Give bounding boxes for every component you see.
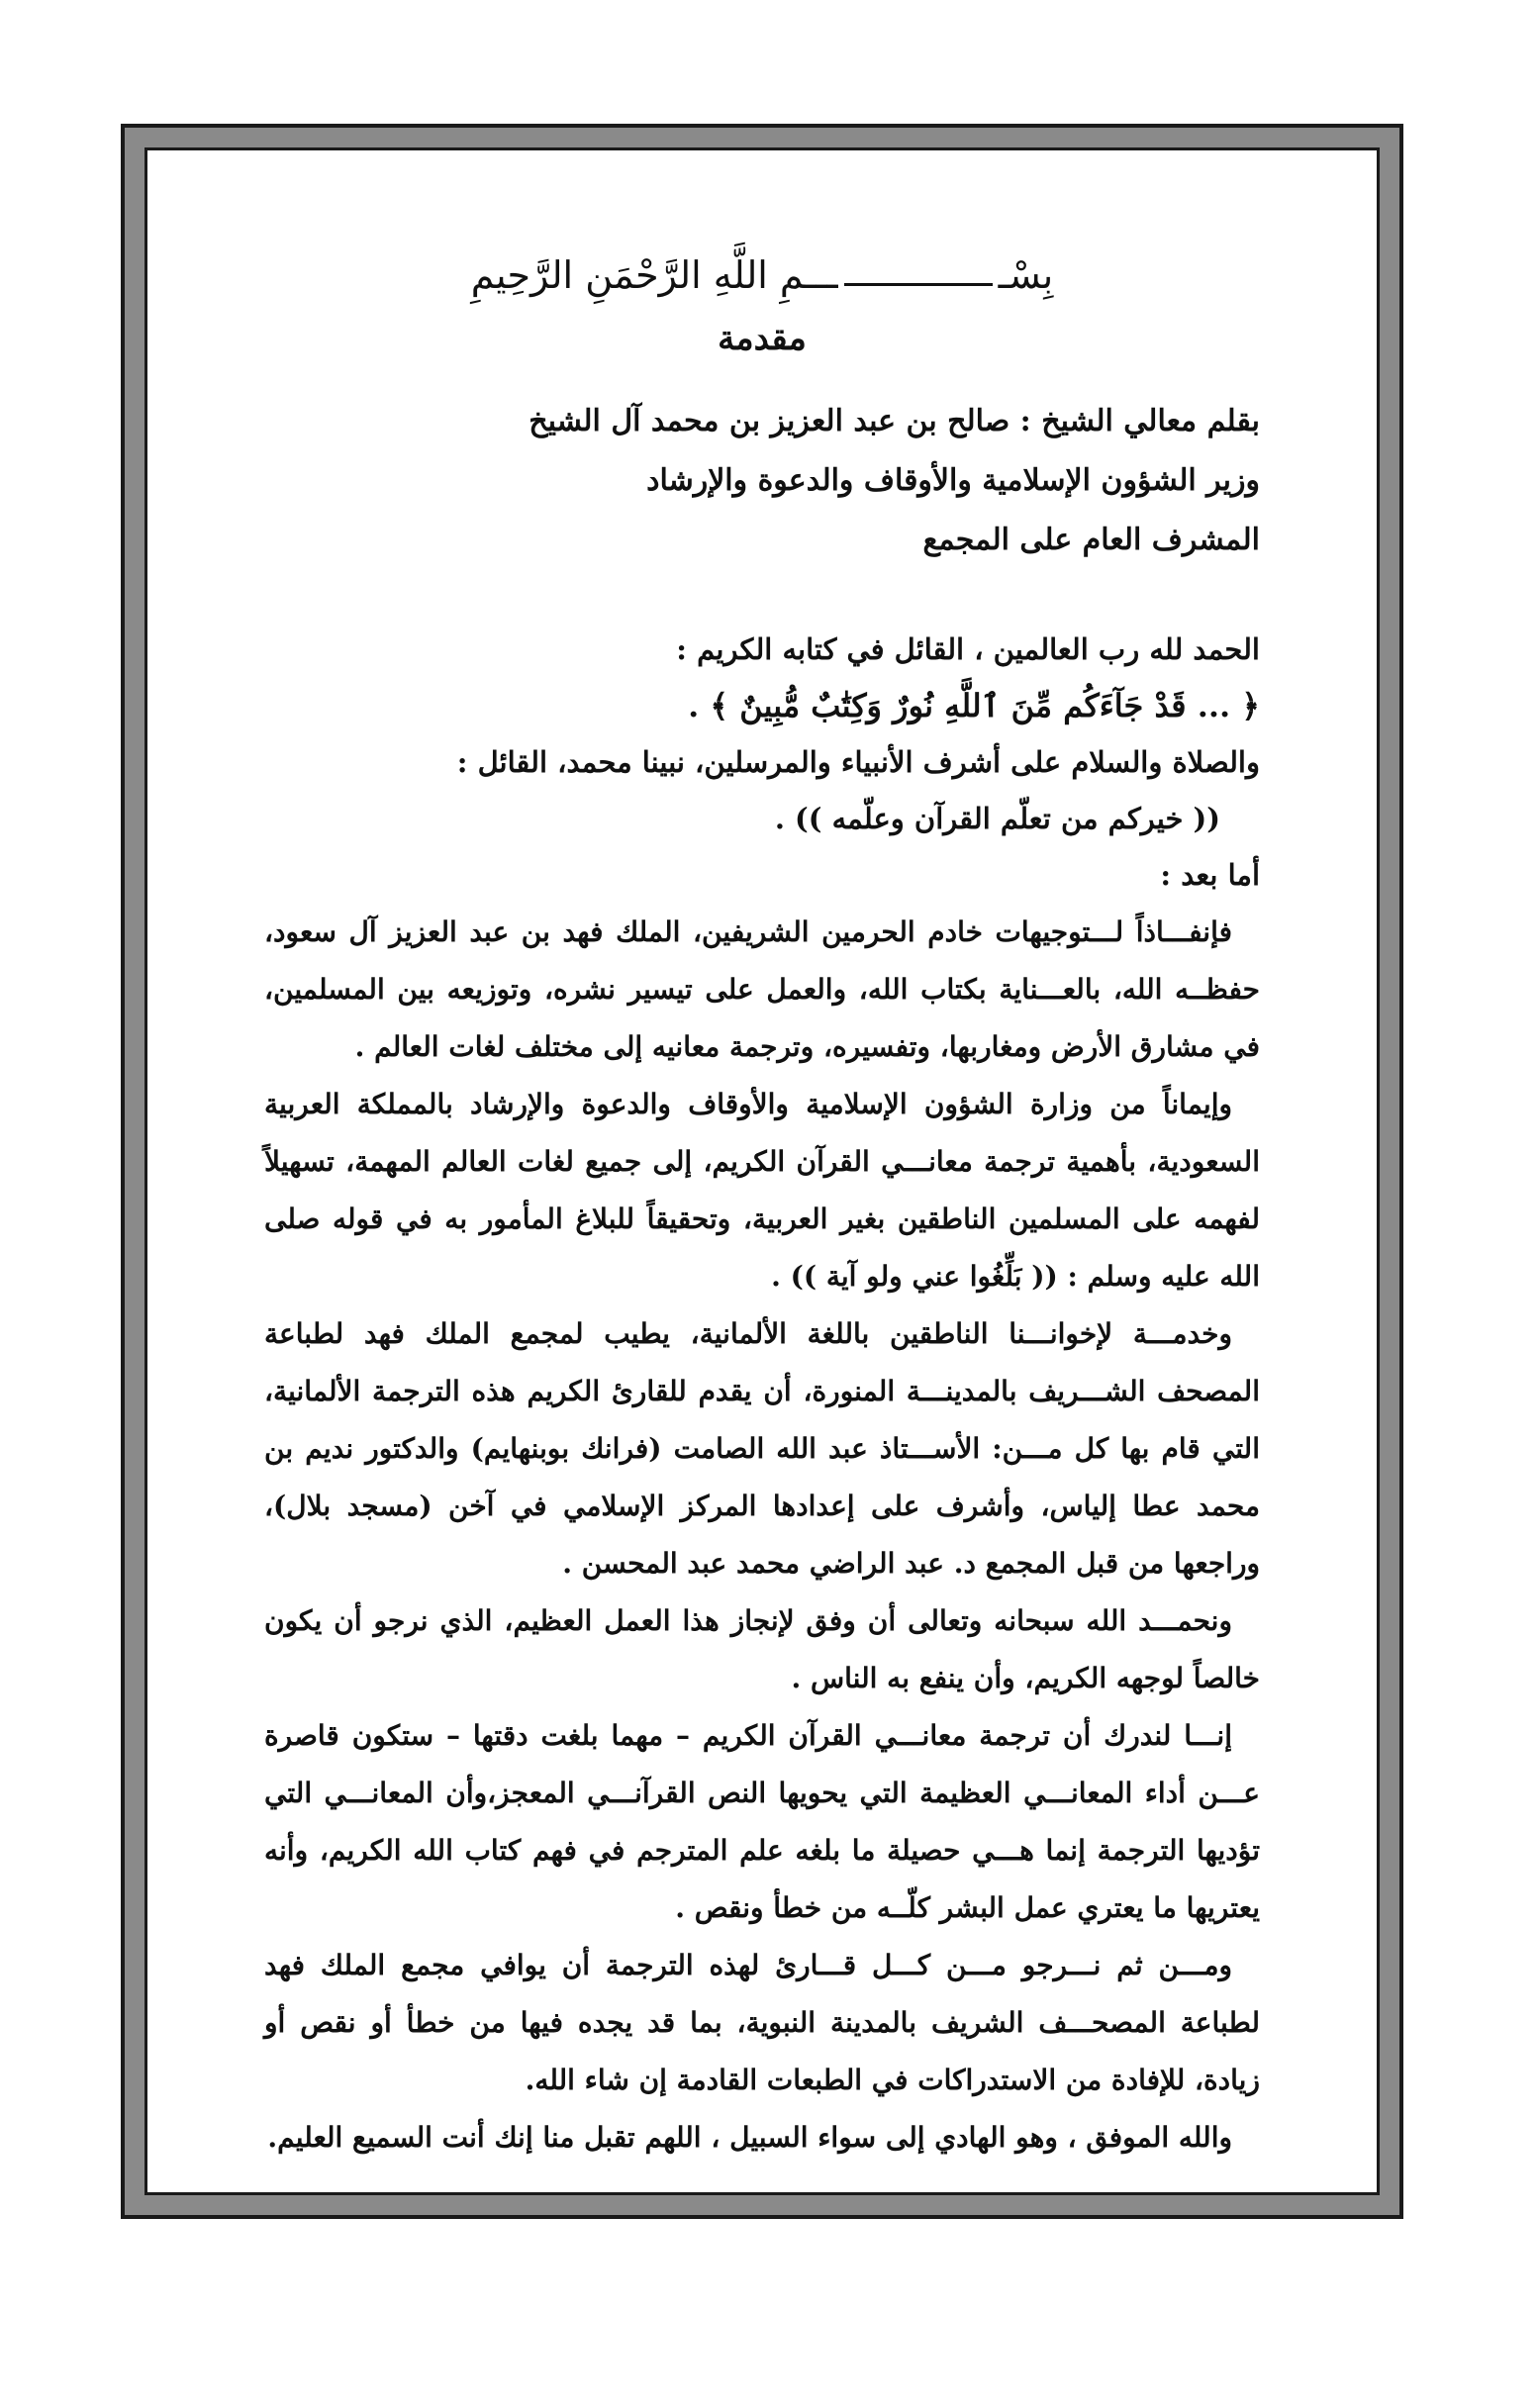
paragraph-1: فإنفـــاذاً لـــتوجيهات خادم الحرمين الشريفين، الملك فهد بن عبد العزيز آل سعود، حفظــه الله، بالعـــناية بكتاب الله، والعمل على تيسير نشره، وتوزيعه بين المسلمين، في مشارق الأرض ومغاربها، وتفسيره، وترجمة معانيه إلى مختلف لغات العالم . [264,915,1260,1063]
paragraph-3: وخدمـــة لإخوانـــنا الناطقين باللغة الألمانية، يطيب لمجمع الملك فهد لطباعة المصحف الشـــريف بالمدينـــة المنورة، أن يقدم للقارئ الكريم هذه الترجمة الألمانية، التي قام بها كل مـــن: الأســـتاذ عبد الله الصامت (فرانك بوبنهايم) والدكتور نديم بن محمد عطا إلياس، وأشرف على إعدادها المركز الإسلامي في آخن (مسجد بلال)، وراجعها من قبل المجمع د. عبد الراضي محمد عبد المحسن . [264,1317,1260,1580]
basmala [264,240,1260,311]
author-block [264,392,1260,570]
basmala-stroke [844,283,993,286]
author-line-1: بقلم معالي الشيخ : صالح بن عبد العزيز بن محمد آل الشيخ [529,404,1260,438]
amma-bad: أما بعد : [1160,858,1260,892]
paragraph-4: ونحمـــد الله سبحانه وتعالى أن وفق لإنجاز هذا العمل العظيم، الذي نرجو أن يكون خالصاً لوجهه الكريم، وأن ينفع به الناس . [264,1604,1260,1694]
preface-content [264,210,1260,2153]
basmala-start: بِسْـ [998,253,1054,297]
page-border-frame [121,124,1403,2219]
author-line-3: المشرف العام على المجمع [922,523,1260,557]
paragraph-6: ومـــن ثم نـــرجو مـــن كـــل قـــارئ لهذه الترجمة أن يوافي مجمع الملك فهد لطباعة المصحـــف الشريف بالمدينة النبوية، بما قد يجده فيها من خطأ أو نقص أو زيادة، للإفادة من الاستدراكات في الطبعات القادمة إن شاء الله. [264,1949,1260,2096]
paragraph-2: وإيماناً من وزارة الشؤون الإسلامية والأوقاف والدعوة والإرشاد بالمملكة العربية السعودية، بأهمية ترجمة معانـــي القرآن الكريم، إلى جميع لغات العالم المهمة، تسهيلاً لفهمه على المسلمين الناطقين بغير العربية، وتحقيقاً للبلاغ المأمور به في قوله صلى الله عليه وسلم : (( بَلِّغُوا عني ولو آية )) . [264,1088,1260,1293]
author-line-2: وزير الشؤون الإسلامية والأوقاف والدعوة والإرشاد [646,463,1260,498]
page-title: مقدمة [718,319,807,358]
intro-block [264,622,1260,904]
intro-line-1: الحمد لله رب العالمين ، القائل في كتابه الكريم : [676,632,1260,666]
basmala-end: ـــمِ اللَّهِ الرَّحْمَنِ الرَّحِيمِ [470,253,838,297]
hadith-quote: (( خيركم من تعلّم القرآن وعلّمه )) . [774,802,1220,835]
page-panel [144,147,1380,2195]
paragraph-7: والله الموفق ، وهو الهادي إلى سواء السبيل ، اللهم تقبل منا إنك أنت السميع العليم. [267,2121,1232,2154]
intro-line-3: والصلاة والسلام على أشرف الأنبياء والمرسلين، نبينا محمد، القائل : [456,745,1260,779]
quran-verse: ﴿ ... قَدْ جَآءَكُم مِّنَ ٱللَّهِ نُورٌ وَكِتَٰبٌ مُّبِينٌ ﴾ . [688,687,1260,724]
paragraph-5: إنـــا لندرك أن ترجمة معانـــي القرآن الكريم – مهما بلغت دقتها – ستكون قاصرة عـــن أداء المعانـــي العظيمة التي يحويها النص القرآنـــي المعجز،وأن المعانـــي التي تؤديها الترجمة إنما هـــي حصيلة ما بلغه علم المترجم في فهم كتاب الله الكريم، وأنه يعتريها ما يعتري عمل البشر كلّــه من خطأ ونقص . [264,1719,1260,1924]
